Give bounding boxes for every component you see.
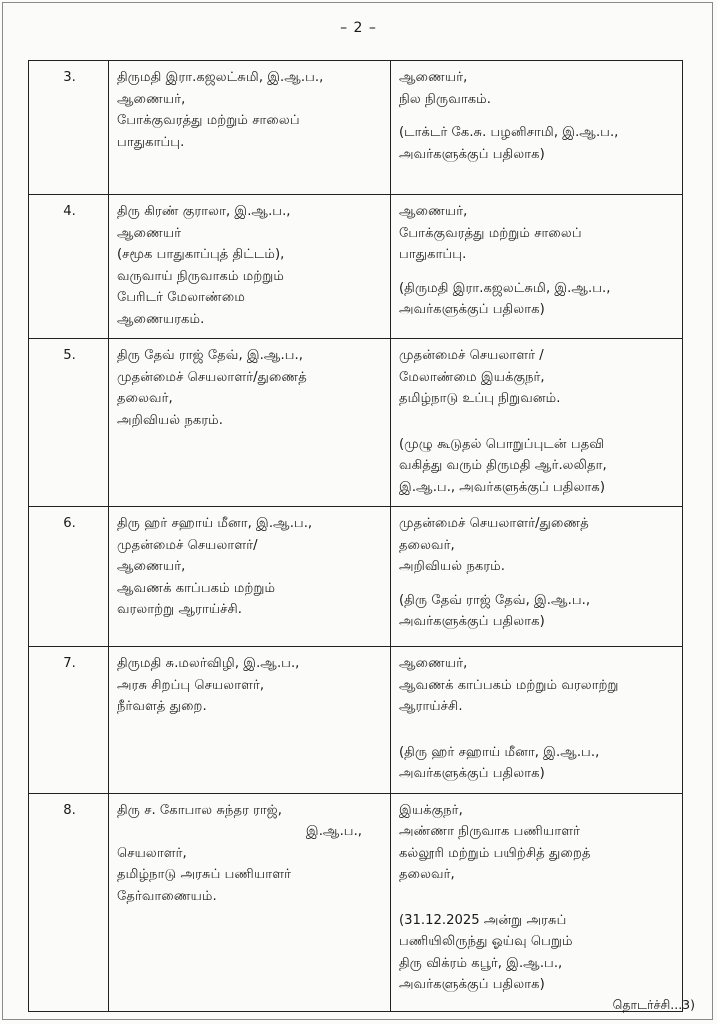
page-number: – 2 – xyxy=(340,20,377,36)
officer-current-post: திரு தேவ் ராஜ் தேவ், இ.ஆ.ப., முதன்மைச் செயலாளர்/துணைத் தலைவர், அறிவியல் நகரம். xyxy=(109,339,391,507)
serial-number: 4. xyxy=(29,195,109,339)
vice-note: (டாக்டர் கே.சு. பழனிசாமி, இ.ஆ.ப., xyxy=(399,125,619,140)
officer-current-post: திரு ச. கோபால சுந்தர ராஜ், இ.ஆ.ப., செயலாளர், தமிழ்நாடு அரசுப் பணியாளர் தேர்வாணையம். xyxy=(109,793,391,1011)
vice-note: (திரு தேவ் ராஜ் தேவ், இ.ஆ.ப., xyxy=(399,592,591,608)
officer-current-post: திரு ஹர் சஹாய் மீனா, இ.ஆ.ப., முதன்மைச் செயலாளர்/ ஆணையர், ஆவணக் காப்பகம் மற்றும் வரலாற்று ஆராய்ச்சி. xyxy=(109,507,391,647)
table-row xyxy=(29,793,683,1011)
serial-number: 3. xyxy=(29,61,109,195)
vice-note: (திரு ஹர் சஹாய் மீனா, இ.ஆ.ப., xyxy=(399,744,600,760)
serial-number: 7. xyxy=(29,647,109,794)
vice-note: (31.12.2025 அன்று அரசுப் xyxy=(399,912,567,928)
table-row xyxy=(29,339,683,507)
serial-number: 8. xyxy=(29,793,109,1011)
vice-note: (திருமதி இரா.கஜலட்சுமி, இ.ஆ.ப., xyxy=(399,280,611,296)
table-row xyxy=(29,61,683,195)
serial-number: 6. xyxy=(29,507,109,647)
new-posting: முதன்மைச் செயலாளர்/துணைத் தலைவர், அறிவியல் நகரம். (திரு தேவ் ராஜ் தேவ், இ.ஆ.ப., அவர்களுக்குப் பதிலாக) xyxy=(391,507,683,647)
new-posting: முதன்மைச் செயலாளர் / மேலாண்மை இயக்குநர், தமிழ்நாடு உப்பு நிறுவனம். (முழு கூடுதல் பொறுப்புடன் பதவி வகித்து வரும் திருமதி ஆர்.லலிதா, இ.ஆ.ப., அவர்களுக்குப் பதிலாக) xyxy=(391,339,683,507)
table-row xyxy=(29,507,683,647)
continued-note: தொடர்ச்சி...3) xyxy=(612,997,695,1012)
new-posting: ஆணையர், ஆவணக் காப்பகம் மற்றும் வரலாற்று ஆராய்ச்சி. (திரு ஹர் சஹாய் மீனா, இ.ஆ.ப., அவர்களுக்குப் பதிலாக) xyxy=(391,647,683,794)
serial-number: 5. xyxy=(29,339,109,507)
transfer-table xyxy=(28,60,683,1012)
officer-current-post: திரு கிரண் குராலா, இ.ஆ.ப., ஆணையர் (சமூக பாதுகாப்புத் திட்டம்), வருவாய் நிருவாகம் மற்றும் பேரிடர் மேலாண்மை ஆணையரகம். xyxy=(109,195,391,339)
vice-note: (முழு கூடுதல் பொறுப்புடன் பதவி xyxy=(399,436,605,452)
officer-current-post: திருமதி சு.மலர்விழி, இ.ஆ.ப., அரசு சிறப்பு செயலாளர், நீர்வளத் துறை. xyxy=(109,647,391,794)
new-posting: ஆணையர், போக்குவரத்து மற்றும் சாலைப் பாதுகாப்பு. (திருமதி இரா.கஜலட்சுமி, இ.ஆ.ப., அவர்களுக்குப் பதிலாக) xyxy=(391,195,683,339)
new-posting: ஆணையர், நில நிருவாகம். (டாக்டர் கே.சு. பழனிசாமி, இ.ஆ.ப., அவர்களுக்குப் பதிலாக) xyxy=(391,61,683,195)
table-row xyxy=(29,195,683,339)
officer-current-post: திருமதி இரா.கஜலட்சுமி, இ.ஆ.ப., ஆணையர், போக்குவரத்து மற்றும் சாலைப் பாதுகாப்பு. xyxy=(109,61,391,195)
new-posting: இயக்குநர், அண்ணா நிருவாக பணியாளர் கல்லூரி மற்றும் பயிற்சித் துறைத் தலைவர், (31.12.2025 அன்று அரசுப் பணியிலிருந்து ஓய்வு பெறும் திரு விக்ரம் கபூர், இ.ஆ.ப., அவர்களுக்குப் பதிலாக) xyxy=(391,793,683,1011)
table-row xyxy=(29,647,683,794)
